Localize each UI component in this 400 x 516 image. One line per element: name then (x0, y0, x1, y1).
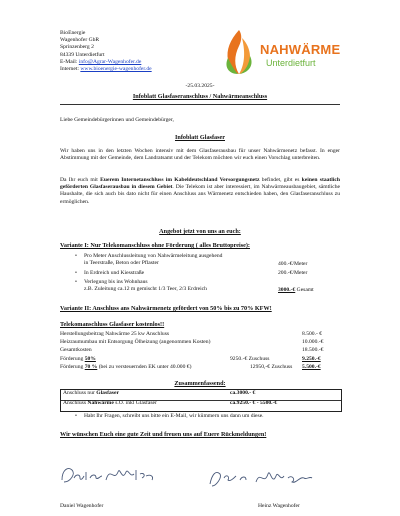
cost-row: Gesamtkosten (60, 347, 92, 353)
letter-date: -25.03.2025- (185, 83, 215, 89)
website-link[interactable]: www.bioenergie-wagenhofer.de (80, 66, 152, 73)
cost-row: Herstellungsbeitrag Nahwärme 25 kw Anschluss (60, 331, 170, 337)
signatory-name: Daniel Wagenhofer (60, 503, 104, 509)
subsidy-amount: 9250.-€ Zuschuss (230, 356, 270, 362)
summary-note: • Habt Ihr Fragen, schreibt uns bitte ein E-Mail, wir kümmern uns dann um diese. (84, 413, 264, 420)
cost-value: 5.500.-€ (302, 364, 321, 370)
variant2-heading: Variante II: Anschluss ans Nahwärmenetz gefördert von 50% bis zu 70% KFW! (60, 305, 272, 312)
variant1-total: 3000.-€ Gesamt (278, 287, 314, 293)
intro-paragraph-1: Wir haben uns in den letzten Wochen intensiv mit dem Glasfaserausbau für unser Nahwärmenetz befasst. In enger Abstimmung mit der Gemeinde, dem Landratsamt und der Telekom möchten wir euch einen Vorschlag unterbreiten. (60, 148, 340, 162)
variant1-item: • Pro Meter Anschlussleitung von Nahwärmeleitung ausgehend in Teerstraße, Beton oder Pflaster (84, 253, 222, 267)
email-link[interactable]: info@Agrar-Wagenhofer.de (78, 58, 142, 65)
summary-value: ca.3000.- € (230, 390, 256, 396)
cost-row: Förderung 70 % (bei zu versteuernden EK unter 40.000 €) (60, 364, 192, 370)
sender-line: BioEnergie (60, 30, 86, 36)
cost-value: 18.500.-€ (302, 347, 324, 353)
variant1-price: 400.-€/Meter (278, 261, 308, 267)
summary-row: Anschluss Nahwärme s.O. inkl Glasfaser (63, 400, 157, 406)
sender-internet-row: Internet: www.bioenergie-wagenhofer.de (60, 66, 152, 73)
signature-daniel-icon (58, 462, 158, 488)
divider (60, 104, 340, 105)
sender-line: 84339 Unterdietfurt (60, 51, 105, 58)
sender-email-row: E-Mail: info@Agrar-Wagenhofer.de (60, 58, 142, 65)
sender-line: Wagenhofer GbR (60, 37, 100, 44)
subsidy-amount: 12950,-€ Zuschuss (250, 364, 293, 370)
intro-paragraph-2: Da Ihr euch mit Euerem Internetanschluss im Kabeldeutschland Versorgungsnetz befindet, gibt es keinen staatlich geförderten Glasfaserausbau in diesem Gebiet. Die Telekom ist aber interessiert, im Nahwärmeausbaugebiet, sämtliche Haushalte, die sich auch bis dato nicht für einen Anschluss ans Wärmenetz entschieden haben, den Glasfaseranschluss zu ermöglichen. (60, 177, 340, 205)
variant1-price: 200.-€/Meter (278, 270, 308, 276)
signatory-name: Heinz Wagenhofer (258, 503, 300, 509)
summary-row: Anschluss nur Glasfaser (63, 390, 119, 396)
logo-brand: NAHWÄRME (260, 42, 341, 57)
cost-row: Heizraumumbau mit Entsorgung Ölheizung (angenommen Kosten) (60, 339, 211, 345)
signature-heinz-icon (206, 464, 316, 492)
logo-place: Unterdietfurt (266, 58, 316, 68)
summary-value: ca.9250.- € - 5500.-€ (230, 400, 278, 406)
section-title: Infoblatt Glasfaser (174, 134, 225, 141)
cost-value: 8.500.- € (302, 331, 323, 337)
closing-line: Wir wünschen Euch eine gute Zeit und freuen uns auf Euere Rückmeldungen! (60, 431, 267, 438)
cost-value: 10.000.-€ (302, 339, 324, 345)
variant1-item: • Verlegung bis ins Wohnhaus z.B. Zuleitung ca.12 m gemischt 1/3 Teer, 2/3 Erdreich (84, 279, 207, 293)
salutation: Liebe Gemeindebürgerinnen und Gemeindebürger, (60, 117, 174, 123)
cost-row: Förderung 50% (60, 356, 96, 362)
variant2-free-heading: Telekomanschluss Glasfaser kostenlos!! (60, 321, 165, 328)
offer-heading: Angebot jetzt von uns an euch: (159, 228, 241, 235)
sender-line: Sprinzenberg 2 (60, 44, 94, 51)
logo (222, 22, 344, 84)
variant1-heading: Variante I: Nur Telekomanschluss ohne Förderung ( alles Bruttopreise): (60, 242, 250, 249)
summary-heading: Zusammenfassend: (174, 380, 226, 387)
cost-value: 9.250.-€ (302, 356, 321, 362)
variant1-item: • In Erdreich und Kiesstraße (84, 270, 144, 277)
letter-title: Infoblatt Glasfaseranschluss / Nahwärmeanschluss (132, 93, 268, 100)
flame-leaf-icon (222, 28, 256, 76)
sender-address (60, 30, 152, 73)
